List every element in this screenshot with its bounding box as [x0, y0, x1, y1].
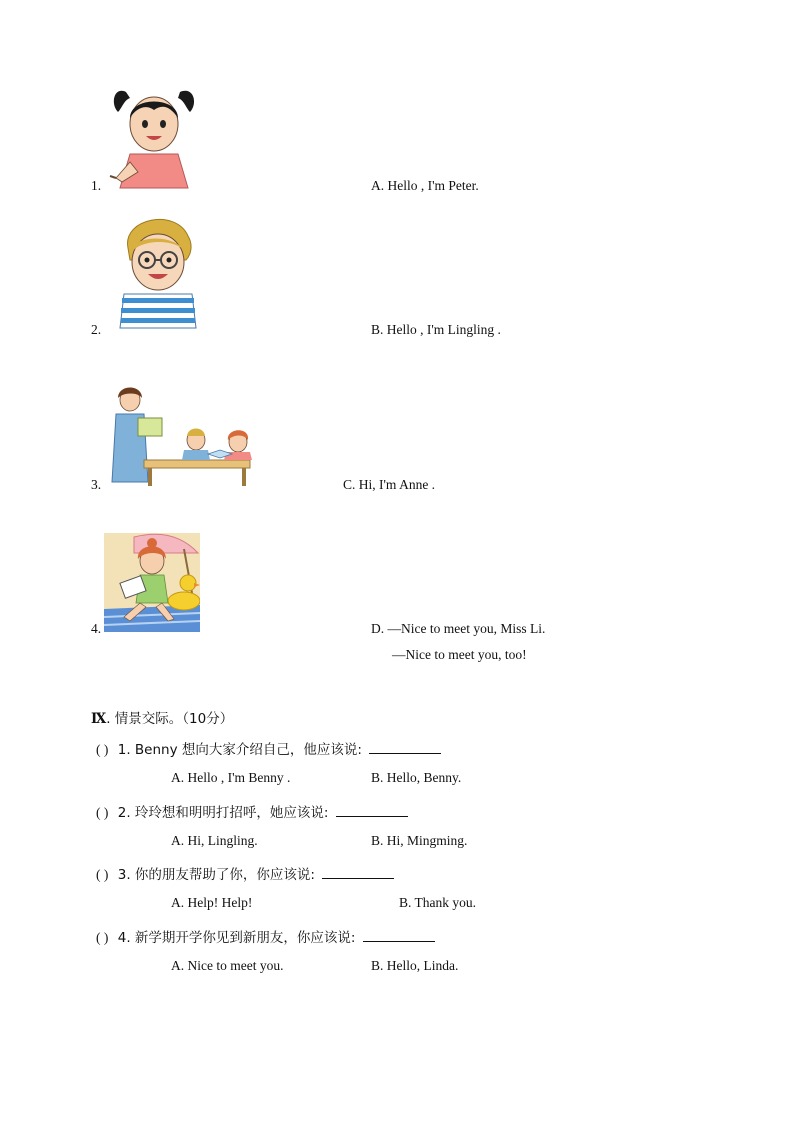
choice-b[interactable]: B. Hi, Mingming. [371, 833, 468, 848]
choice-a[interactable]: A. Hello , I'm Benny . [171, 770, 291, 785]
answer-blank[interactable] [322, 866, 394, 879]
girl-lingling-icon [108, 82, 200, 190]
section-heading: . 情景交际。（10分） [106, 711, 234, 727]
item-number: 4. [91, 621, 102, 636]
choice-a[interactable]: A. Nice to meet you. [171, 958, 284, 973]
question-text: 2. 玲玲想和明明打招呼，她应该说: [117, 805, 329, 821]
choice-a[interactable]: A. Hi, Lingling. [171, 833, 258, 848]
question-4 [96, 926, 435, 946]
answer-paren[interactable]: ( ) [96, 930, 109, 945]
item-number: 2. [91, 322, 102, 337]
section-number: Ⅸ [91, 711, 107, 726]
answer-blank[interactable] [369, 741, 441, 754]
item-number: 3. [91, 477, 102, 492]
section-title [91, 707, 233, 727]
option-b: B. Hello , I'm Lingling . [371, 322, 501, 337]
answer-blank[interactable] [336, 804, 408, 817]
choice-b[interactable]: B. Hello, Linda. [371, 958, 459, 973]
answer-paren[interactable]: ( ) [96, 742, 109, 757]
option-a: A. Hello , I'm Peter. [371, 178, 479, 193]
option-c: C. Hi, I'm Anne . [343, 477, 436, 492]
boy-peter-icon [116, 210, 198, 330]
question-1 [96, 738, 441, 758]
answer-blank[interactable] [363, 929, 435, 942]
question-text: 4. 新学期开学你见到新朋友，你应该说: [117, 930, 356, 946]
classroom-teacher-icon [108, 384, 254, 488]
choice-b[interactable]: B. Hello, Benny. [371, 770, 462, 785]
answer-paren[interactable]: ( ) [96, 867, 109, 882]
choice-b[interactable]: B. Thank you. [399, 895, 476, 910]
choice-a[interactable]: A. Help! Help! [171, 895, 253, 910]
girl-anne-reading-icon [104, 533, 200, 632]
option-d-line2: —Nice to meet you, too! [392, 647, 527, 662]
question-text: 1. Benny 想向大家介绍自己，他应该说: [117, 742, 362, 758]
question-text: 3. 你的朋友帮助了你，你应该说: [117, 867, 315, 883]
question-2 [96, 801, 408, 821]
question-3 [96, 863, 394, 883]
answer-paren[interactable]: ( ) [96, 805, 109, 820]
option-d-line1: D. —Nice to meet you, Miss Li. [371, 621, 546, 636]
item-number: 1. [91, 178, 102, 193]
